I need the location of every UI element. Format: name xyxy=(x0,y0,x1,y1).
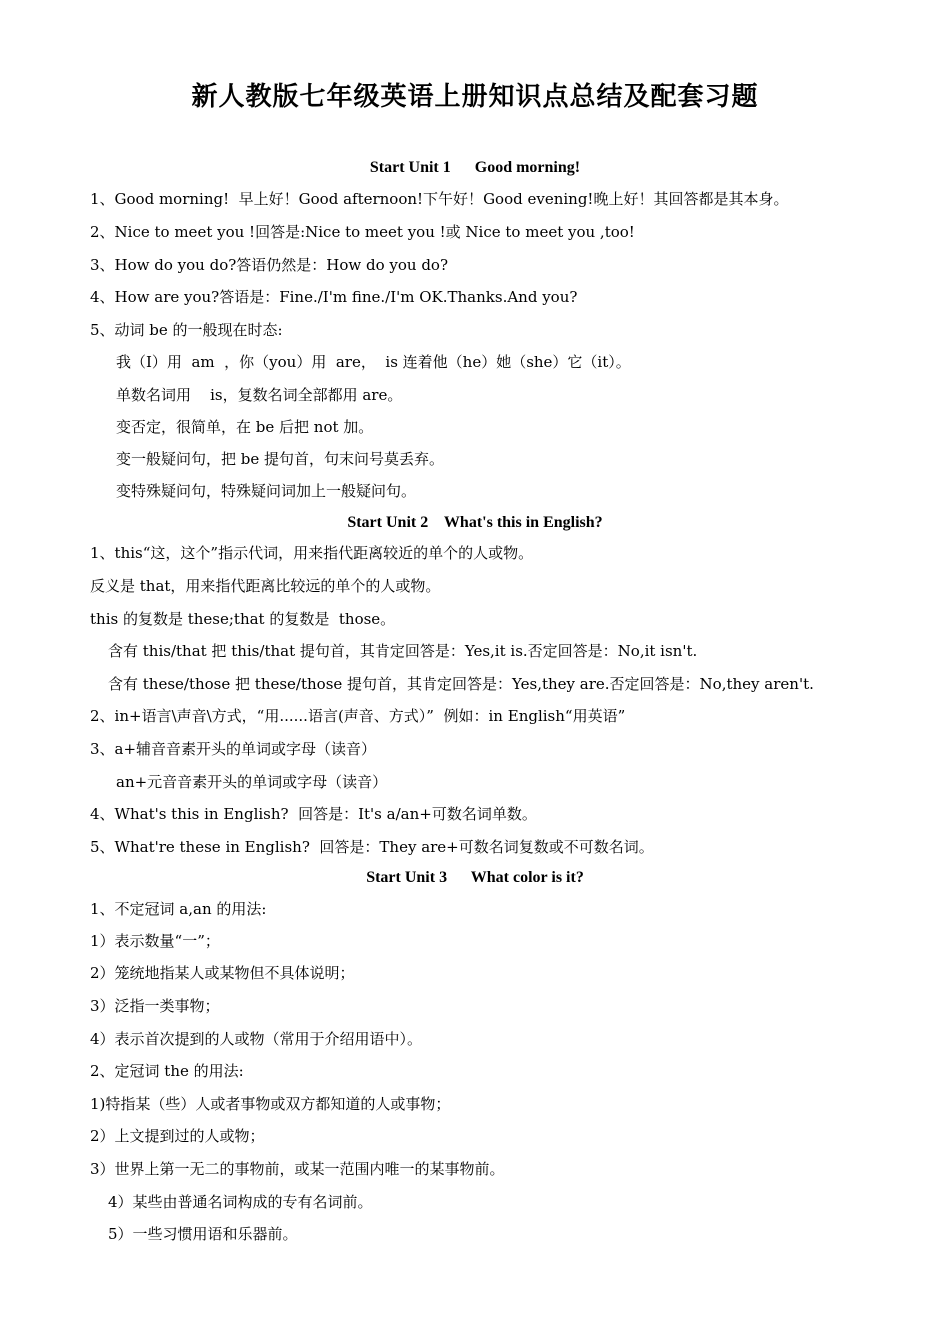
unit-3-line: 2）上文提到过的人或物； xyxy=(90,1127,265,1145)
unit-2-line: 含有 this/that 把 this/that 提句首，其肯定回答是：Yes,it is.否定回答是：No,it isn't. xyxy=(108,642,698,660)
unit-2-line: 3、a+辅音音素开头的单词或字母（读音） xyxy=(90,740,377,758)
unit-1-heading: Start Unit 1 Good morning! xyxy=(369,159,581,176)
unit-2-line: an+元音音素开头的单词或字母（读音） xyxy=(116,773,388,791)
unit-1-line: 单数名词用 is，复数名词全部都用 are。 xyxy=(116,386,403,404)
unit-2-line: 5、What're these in English? 回答是：They are+可数名词复数或不可数名词。 xyxy=(90,838,654,856)
unit-1-line: 变一般疑问句，把 be 提句首，句末问号莫丢弃。 xyxy=(116,450,445,468)
unit-2-line: 2、in+语言\声音\方式，“用......语言(声音、方式）” 例如：in English“用英语” xyxy=(90,707,626,725)
unit-1-line: 1、Good morning! 早上好！Good afternoon!下午好！Good evening!晚上好！其回答都是其本身。 xyxy=(90,190,789,208)
unit-1-line: 变否定，很简单，在 be 后把 not 加。 xyxy=(116,418,374,436)
unit-3-line: 1）表示数量“一”； xyxy=(90,932,220,950)
unit-1-line: 4、How are you?答语是：Fine./I'm fine./I'm OK.Thanks.And you? xyxy=(90,288,578,306)
unit-3-line: 4）表示首次提到的人或物（常用于介绍用语中）。 xyxy=(90,1030,423,1048)
unit-2-line: this 的复数是 these;that 的复数是 those。 xyxy=(90,610,396,628)
unit-3-line: 1、不定冠词 a,an 的用法: xyxy=(90,900,267,918)
unit-3-line: 1)特指某（些）人或者事物或双方都知道的人或事物； xyxy=(90,1095,451,1113)
unit-3-line: 3）泛指一类事物； xyxy=(90,997,220,1015)
unit-1-line: 2、Nice to meet you !回答是:Nice to meet you !或 Nice to meet you ,too! xyxy=(90,223,635,241)
unit-1-line: 5、动词 be 的一般现在时态: xyxy=(90,321,283,339)
unit-3-line: 5）一些习惯用语和乐器前。 xyxy=(108,1225,298,1243)
unit-2-line: 4、What's this in English? 回答是：It's a/an+可数名词单数。 xyxy=(90,805,537,823)
unit-1-line: 变特殊疑问句，特殊疑问词加上一般疑问句。 xyxy=(116,482,417,500)
unit-3-line: 2）笼统地指某人或某物但不具体说明； xyxy=(90,964,355,982)
unit-3-line: 2、定冠词 the 的用法: xyxy=(90,1062,244,1080)
unit-3-line: 3）世界上第一无二的事物前，或某一范围内唯一的某事物前。 xyxy=(90,1160,505,1178)
unit-1-line: 我（I）用 am ，你（you）用 are， is 连着他（he）她（she）它（it）。 xyxy=(116,353,631,371)
unit-3-line: 4）某些由普通名词构成的专有名词前。 xyxy=(108,1193,373,1211)
unit-2-line: 反义是 that，用来指代距离比较远的单个的人或物。 xyxy=(90,577,441,595)
unit-2-heading: Start Unit 2 What's this in English? xyxy=(347,514,603,531)
document-title: 新人教版七年级英语上册知识点总结及配套习题 xyxy=(191,82,759,112)
unit-3-heading: Start Unit 3 What color is it? xyxy=(366,869,584,886)
unit-2-line: 1、this“这，这个”指示代词，用来指代距离较近的单个的人或物。 xyxy=(90,544,534,562)
unit-1-line: 3、How do you do?答语仍然是：How do you do? xyxy=(90,256,449,274)
unit-2-line: 含有 these/those 把 these/those 提句首，其肯定回答是：Yes,they are.否定回答是：No,they aren't. xyxy=(108,675,814,693)
